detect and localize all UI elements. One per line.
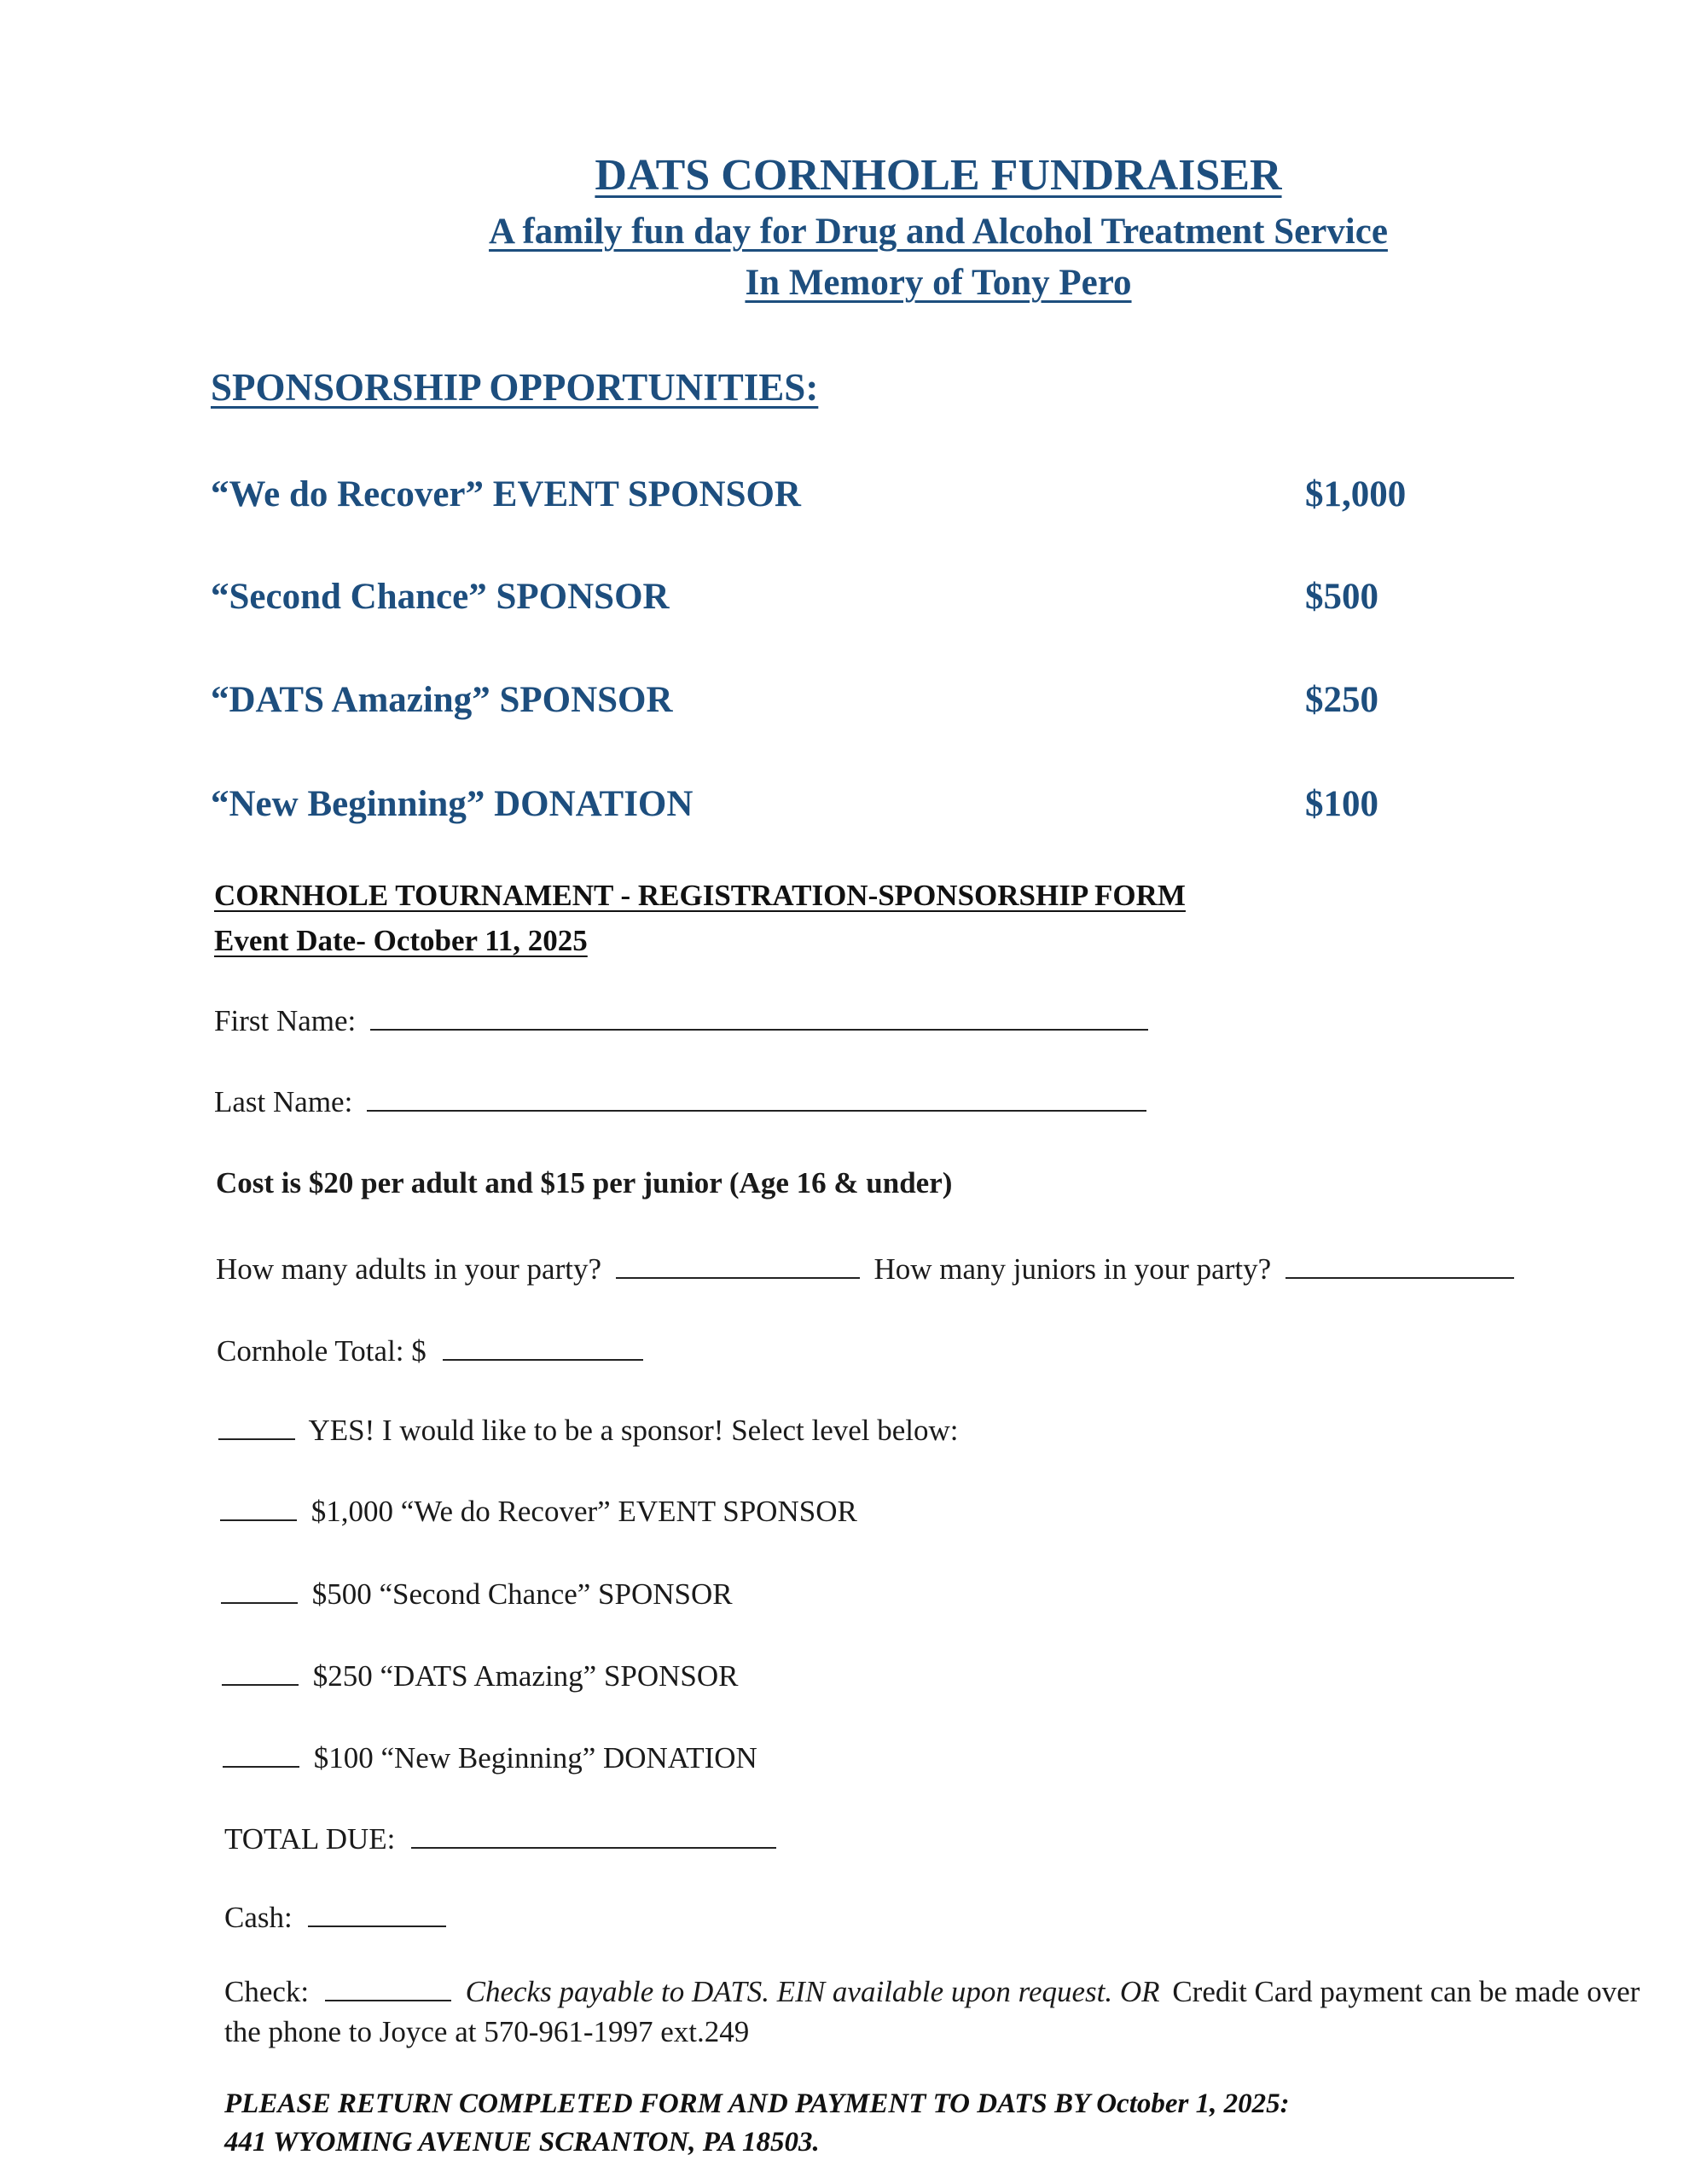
event-date: Event Date- October 11, 2025 (214, 924, 588, 957)
juniors-label: How many juniors in your party? (873, 1252, 1272, 1286)
first-name-field[interactable] (370, 1003, 1148, 1031)
last-name-field[interactable] (367, 1084, 1146, 1112)
sponsor-tier-amount: $500 (1305, 577, 1378, 617)
cash-label: Cash: (224, 1901, 293, 1934)
form-title: CORNHOLE TOURNAMENT - REGISTRATION-SPONSORSHIP FORM (214, 879, 1186, 912)
sponsor-tier-name: “We do Recover” EVENT SPONSOR (211, 474, 801, 514)
header-memorial: In Memory of Tony Pero (745, 263, 1132, 303)
header-title-wrap (0, 150, 1683, 200)
adults-count-field[interactable] (616, 1252, 860, 1279)
sponsor-tier-amount: $1,000 (1305, 474, 1407, 514)
first-name-label: First Name: (214, 1004, 357, 1037)
sponsor-option-row (222, 1658, 739, 1693)
sponsor-yes-row (218, 1413, 959, 1448)
cornhole-total-row (217, 1333, 643, 1368)
check-field[interactable] (325, 1974, 451, 2001)
last-name-row (214, 1084, 1146, 1119)
sponsor-option-checkbox[interactable] (221, 1577, 298, 1604)
sponsor-option-checkbox[interactable] (220, 1494, 297, 1521)
return-instructions: PLEASE RETURN COMPLETED FORM AND PAYMENT TO DATS BY October 1, 2025: (224, 2088, 1290, 2119)
sponsorship-heading: SPONSORSHIP OPPORTUNITIES: (211, 366, 819, 409)
party-row (216, 1252, 1514, 1287)
sponsor-yes-text: YES! I would like to be a sponsor! Select level below: (308, 1414, 959, 1447)
return-address: 441 WYOMING AVENUE SCRANTON, PA 18503. (224, 2127, 820, 2158)
adults-label: How many adults in your party? (216, 1252, 601, 1286)
sponsor-option-row (220, 1494, 857, 1529)
sponsor-option-row (223, 1740, 757, 1775)
cash-row (224, 1900, 446, 1935)
header-subtitle: A family fun day for Drug and Alcohol Treatment Service (489, 212, 1388, 252)
total-due-label: TOTAL DUE: (224, 1822, 396, 1856)
sponsor-tier-name: “DATS Amazing” SPONSOR (211, 680, 673, 720)
check-note: Checks payable to DATS. EIN available upon request. OR (465, 1975, 1160, 2008)
header-title: DATS CORNHOLE FUNDRAISER (595, 151, 1282, 200)
check-label: Check: (224, 1975, 310, 2008)
credit-card-text-line2: the phone to Joyce at 570-961-1997 ext.249 (224, 2015, 750, 2048)
cost-text: Cost is $20 per adult and $15 per junior (Age 16 & under) (216, 1166, 953, 1199)
sponsor-option-row (221, 1577, 733, 1612)
cornhole-total-label: Cornhole Total: $ (217, 1334, 427, 1368)
sponsor-option-label: $250 “DATS Amazing” SPONSOR (312, 1659, 739, 1693)
first-name-row (214, 1003, 1148, 1038)
check-row (224, 1974, 1639, 2009)
header-subtitle-wrap (0, 211, 1683, 253)
sponsor-option-checkbox[interactable] (223, 1740, 299, 1768)
cash-field[interactable] (308, 1900, 446, 1927)
sponsor-tier-amount: $250 (1305, 680, 1378, 720)
total-due-field[interactable] (411, 1821, 776, 1849)
header-memorial-wrap (0, 262, 1683, 304)
sponsor-option-label: $100 “New Beginning” DONATION (313, 1741, 757, 1774)
sponsor-tier-name: “Second Chance” SPONSOR (211, 577, 670, 617)
sponsor-tier-name: “New Beginning” DONATION (211, 784, 694, 824)
last-name-label: Last Name: (214, 1085, 353, 1118)
credit-card-text: Credit Card payment can be made over (1172, 1975, 1640, 2008)
sponsor-option-label: $500 “Second Chance” SPONSOR (311, 1577, 733, 1611)
cornhole-total-field[interactable] (443, 1333, 643, 1361)
sponsor-option-checkbox[interactable] (222, 1658, 299, 1686)
sponsor-option-label: $1,000 “We do Recover” EVENT SPONSOR (310, 1495, 857, 1528)
sponsor-tier-amount: $100 (1305, 784, 1378, 824)
juniors-count-field[interactable] (1285, 1252, 1514, 1279)
total-due-row (224, 1821, 776, 1856)
sponsor-yes-checkbox[interactable] (218, 1413, 295, 1440)
